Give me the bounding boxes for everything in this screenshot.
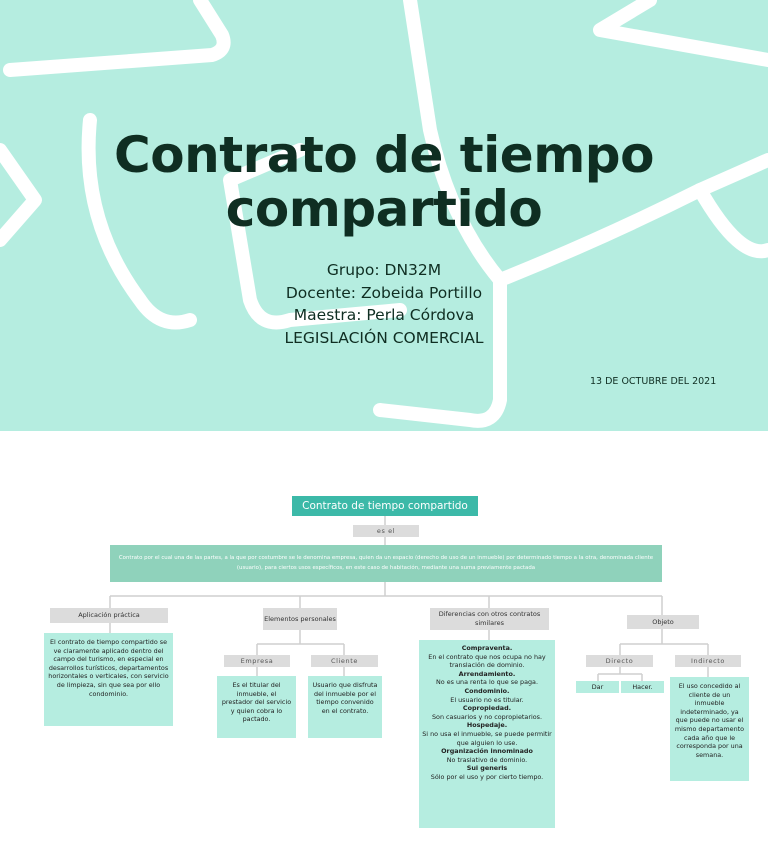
diff-item: Condominio. El usuario no es titular. <box>450 686 524 704</box>
hacer-node: Hacer. <box>621 681 664 693</box>
cover-title-line2: compartido <box>225 180 543 238</box>
diff-item: Sui generis Sólo por el uso y por cierto tiempo. <box>430 764 544 781</box>
diff-item: Organización innominado No traslativo de dominio. <box>441 747 533 764</box>
cliente-label: Cliente <box>311 655 378 667</box>
diff-item: Hospedaje. Si no usa el inmueble, se puede permitir que alguien lo use. <box>422 721 552 747</box>
diferencias-list <box>419 640 555 828</box>
branch-elementos-label: Elementos personales <box>263 608 337 630</box>
empresa-text: Es el titular del inmueble, el prestador del servicio y quien cobra lo pactado. <box>217 676 296 738</box>
cover-date: 13 DE OCTUBRE DEL 2021 <box>590 376 717 387</box>
root-node: Contrato de tiempo compartido <box>292 496 478 516</box>
group-line: Grupo: DN32M <box>326 261 442 279</box>
branch-diferencias-label: Diferencias con otros contratos similares <box>430 608 549 630</box>
branch-objeto-label: Objeto <box>627 615 699 629</box>
maestra-line: Maestra: Perla Córdova <box>293 306 475 324</box>
definition-node: Contrato por el cual una de las partes, a la que por costumbre se le denomina empresa, quien da un espacio (derecho de uso de un inmueble) por determinado tiempo a la otra, denominada cliente (usuario), para ciertos usos específicos, en este caso de habitación, mediante una suma previamente pactada <box>110 545 662 582</box>
cover-title-line1: Contrato de tiempo <box>114 126 654 184</box>
subject-line: LEGISLACIÓN COMERCIAL <box>284 328 484 347</box>
dar-node: Dar <box>576 681 619 693</box>
diff-item: Arrendamiento. No es una renta lo que se paga. <box>435 669 539 687</box>
docente-line: Docente: Zobeida Portillo <box>285 283 483 302</box>
directo-label: Directo <box>586 655 653 667</box>
aplicacion-text: El contrato de tiempo compartido se ve claramente aplicado dentro del campo del turismo, en especial en desarrollos turísticos, departamentos horizontales o verticales, con servicio de limpieza, sin que sea por ello condominio. <box>44 633 173 726</box>
diff-item: Compraventa. En el contrato que nos ocupa no hay translación de dominio. <box>428 644 546 670</box>
branch-aplicacion-label: Aplicación práctica <box>50 608 168 623</box>
indirecto-label: Indirecto <box>675 655 741 667</box>
connector-es-el: es el <box>353 525 419 537</box>
cover-title <box>0 128 768 236</box>
concept-map <box>0 431 768 862</box>
diff-item: Copropiedad. Son casuarios y no copropietarios. <box>432 704 542 721</box>
empresa-label: Empresa <box>224 655 290 667</box>
cliente-text: Usuario que disfruta del inmueble por el tiempo convenido en el contrato. <box>308 676 382 738</box>
cover-subtitle <box>0 259 768 349</box>
indirecto-text: El uso concedido al cliente de un inmueble indeterminado, ya que puede no usar el mismo departamento cada año que le corresponda por una semana. <box>670 677 749 781</box>
